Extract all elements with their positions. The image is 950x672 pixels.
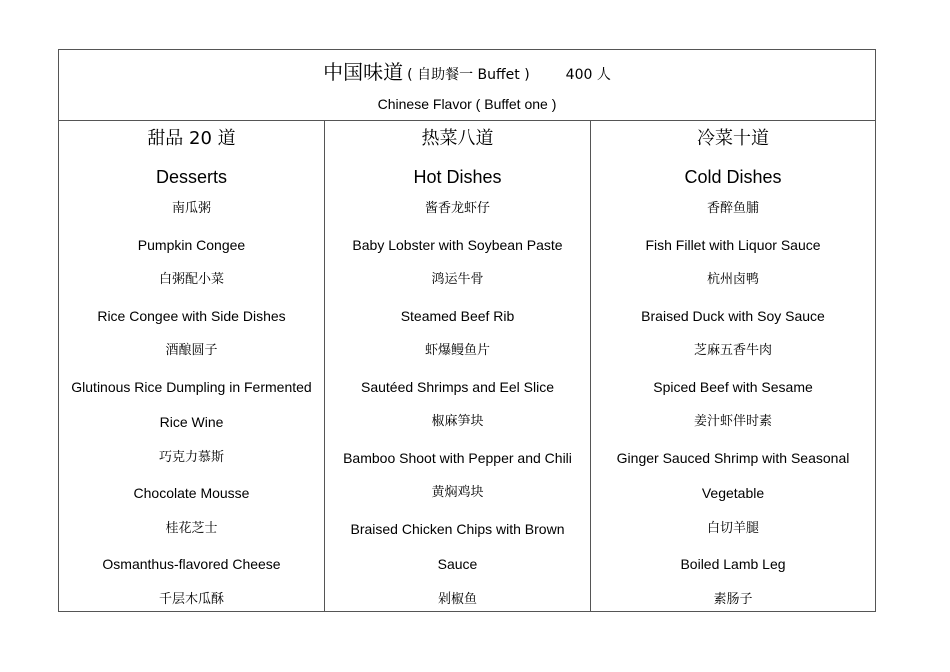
dish-name-cn: 南瓜粥 [171,201,211,216]
column-heading-cn: 冷菜十道 [697,128,769,149]
dish-name-cn: 芝麻五香牛肉 [693,343,772,358]
column-heading-cn: 热菜八道 [421,128,494,149]
column-heading-en: Hot Dishes [413,167,502,187]
menu-columns [59,121,875,611]
dish-name-en: Fish Fillet with Liquor Sauce [645,236,821,253]
dish-name-en: Sauce [437,556,478,572]
dish-name-en: Ginger Sauced Shrimp with Seasonal [616,449,850,466]
dish-name-cn: 巧克力慕斯 [158,449,224,465]
dish-name-en: Osmanthus-flavored Cheese [102,556,281,572]
column-heading-en: Cold Dishes [684,167,782,187]
column-hot-dishes [325,121,591,611]
dish-name-cn: 酒酿圆子 [165,343,218,358]
column-heading-cn: 甜品 20 道 [147,128,236,149]
dish-name-cn: 白切羊腿 [706,520,759,536]
dish-name-en: Spiced Beef with Sesame [653,378,813,395]
dish-name-en: Glutinous Rice Dumpling in Fermented [71,378,312,395]
dish-name-cn: 椒麻笋块 [431,414,484,429]
dish-name-en: Baby Lobster with Soybean Paste [352,236,563,253]
dish-name-cn: 剁椒鱼 [437,591,477,607]
dish-name-en: Chocolate Mousse [133,485,250,501]
menu-title [59,56,875,85]
dish-name-cn: 香醉鱼脯 [706,201,759,216]
dish-name-cn: 鸿运牛骨 [431,272,484,287]
dish-name-cn: 黄焖鸡块 [431,485,484,500]
title-chinese: 中国味道 [323,60,404,84]
dish-name-cn: 酱香龙虾仔 [424,201,490,216]
dish-name-en: Rice Congee with Side Dishes [97,307,286,324]
dish-name-en: Braised Chicken Chips with Brown [350,520,565,537]
dish-name-en: Braised Duck with Soy Sauce [641,307,825,324]
menu-subtitle: Chinese Flavor ( Buffet one ) [377,96,557,112]
dish-name-en: Vegetable [701,485,765,501]
dish-name-cn: 姜汁虾伴时素 [693,414,772,429]
dish-name-en: Boiled Lamb Leg [680,556,786,572]
menu-table [58,49,876,612]
dish-name-cn: 桂花芝士 [165,520,218,536]
dish-name-en: Steamed Beef Rib [400,307,515,324]
dish-name-cn: 虾爆鳗鱼片 [424,343,490,358]
title-buffet-label: ( 自助餐一 Buffet ) [407,67,530,83]
dish-name-en: Sautéed Shrimps and Eel Slice [361,378,554,395]
dish-name-en: Bamboo Shoot with Pepper and Chili [343,449,572,466]
dish-name-cn: 素肠子 [713,591,753,607]
dish-name-cn: 杭州卤鸭 [706,272,759,287]
menu-header [59,50,875,121]
dish-name-en: Rice Wine [159,414,224,430]
guest-count: 400 人 [565,67,611,83]
dish-name-en: Pumpkin Congee [137,236,246,253]
dish-name-cn: 白粥配小菜 [158,272,224,287]
column-cold-dishes [591,121,875,611]
dish-name-cn: 千层木瓜酥 [158,591,224,607]
column-heading-en: Desserts [155,167,227,187]
column-desserts [59,121,325,611]
